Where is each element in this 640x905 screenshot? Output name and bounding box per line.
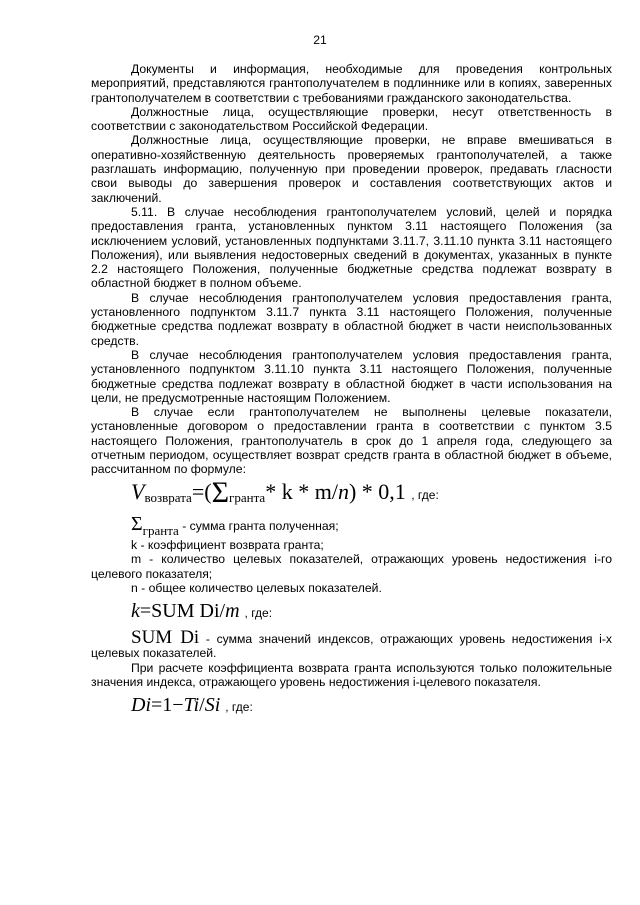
formula-k-coefficient: k=SUM Di/m , где: <box>131 600 273 623</box>
paragraph-documents: Документы и информация, необходимые для проведения контрольных мероприятий, представляются грантополучателем в подлиннике или в копиях, заверенных грантополучателем в соответствии с требованиями гражданского законодательства. <box>91 62 612 105</box>
paragraph-5-11: 5.11. В случае несоблюдения грантополучателем условий, целей и порядка предоставления гранта, установленных пунктом 3.11 настоящего Положения (за исключением условий, установленных подпунктами 3.11.7, 3.11.10 пункта 3.11 настоящего Положения), или выявления недостоверных сведений в документах, указанных в пункте 2.2 настоящего Положения, полученные бюджетные средства подлежат возврату в областной бюджет в полном объеме. <box>91 204 612 291</box>
paragraph-target-indicators: В случае если грантополучателем не выполнены целевые показатели, установленные договором о предоставлении гранта в соответствии с пунктом 3.5 настоящего Положения, грантополучатель в срок до 1 апреля года, следующего за отчетным периодом, осуществляет возврат средств гранта в областной бюджет в объеме, рассчитанном по формуле: <box>91 405 612 477</box>
paragraph-non-interference: Должностные лица, осуществляющие проверки, не вправе вмешиваться в оперативно-хозяйственную деятельность проверяемых грантополучателей, а также разглашать информацию, полученную при проведении проверок, предавать гласности свои выводы до завершения проверок и составления соответствующих актов и заключений. <box>91 133 612 205</box>
paragraph-3-11-10: В случае несоблюдения грантополучателем условия предоставления гранта, установленного подпунктом 3.11.10 пункта 3.11 настоящего Положения, полученные бюджетные средства подлежат возврату в областной бюджет в части использования на цели, не предусмотренные настоящим Положением. <box>91 347 612 405</box>
paragraph-3-11-7: В случае несоблюдения грантополучателем условия предоставления гранта, установленного подпунктом 3.11.7 пункта 3.11 настоящего Положения, полученные бюджетные средства подлежат возврату в областной бюджет в части неиспользованных средств. <box>91 290 612 348</box>
paragraph-responsibility: Должностные лица, осуществляющие проверки, несут ответственность в соответствии с законодательством Российской Федерации. <box>91 104 612 134</box>
m-definition: m - количество целевых показателей, отражающих уровень недостижения i-го целевого показателя; <box>91 552 612 581</box>
sumdi-definition: SUM Di - сумма значений индексов, отражающих уровень недостижения i-х целевых показателей. <box>91 627 612 661</box>
n-definition: n - общее количество целевых показателей. <box>131 580 382 595</box>
page-body <box>91 62 612 719</box>
page-number: 21 <box>313 33 327 47</box>
sigma-definition: Σгранта - сумма гранта полученная; <box>131 512 339 538</box>
k-definition: k - коэффициент возврата гранта; <box>131 537 324 552</box>
formula-di-index: Di=1−Ti/Si , где: <box>131 694 253 717</box>
paragraph-positive-values: При расчете коэффициента возврата гранта используются только положительные значения индекса, отражающего уровень недостижения i-целевого показателя. <box>91 660 612 689</box>
formula-return-volume: $V_{возврата}=(\Sigma_{гранта}*$ k * m/n) * 0,1 , где: <box>131 475 439 509</box>
